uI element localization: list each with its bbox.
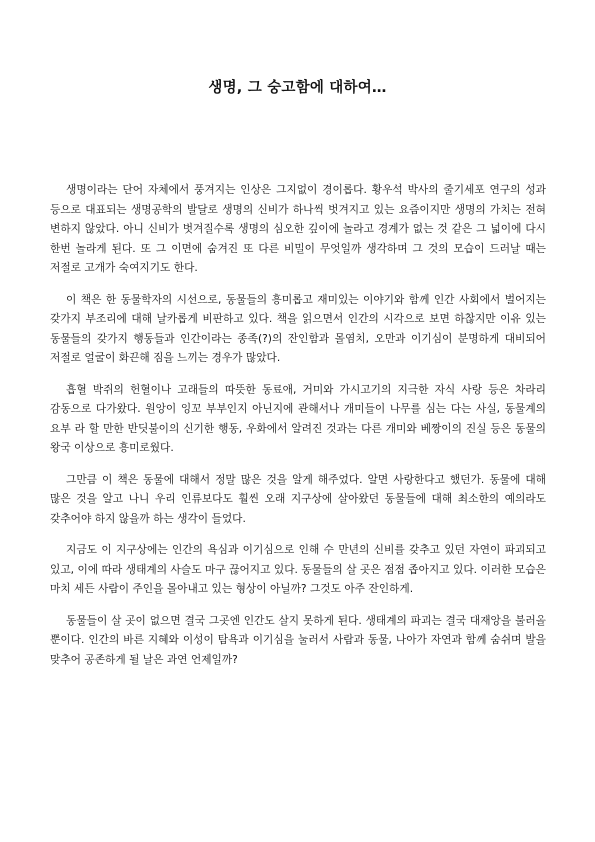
paragraph: 흡혈 박쥐의 헌혈이나 고래들의 따뜻한 동료애, 거미와 가시고기의 지극한 자식 사랑 등은 차라리 감동으로 다가왔다. 원앙이 잉꼬 부부인지 아닌지에 관해서나 개미들이 나무를 심는 다는 사실, 동물계의 요부 라 할 만한 반딧불이의 신기한 행동, 우화에서 알려진 것과는 다른 개미와 베짱이의 진실 등은 동물의 왕국 이상으로 흥미로웠다.: [50, 382, 546, 454]
paragraph: 이 책은 한 동물학자의 시선으로, 동물들의 흥미롭고 재미있는 이야기와 함께 인간 사회에서 벌어지는 갖가지 부조리에 대해 날카롭게 비판하고 있다. 책을 읽으면서 인간의 시각으로 보면 하찮지만 이유 있는 동물들의 갖가지 행동들과 인간이라는 종족(?)의 잔인함과 몰염치, 오만과 이기심이 분명하게 대비되어 저절로 얼굴이 화끈해 짐을 느끼는 경우가 많았다.: [50, 292, 546, 364]
paragraph: 동물들이 살 곳이 없으면 결국 그곳엔 인간도 살지 못하게 된다. 생태계의 파괴는 결국 대재앙을 불러올 뿐이다. 인간의 바른 지혜와 이성이 탐욕과 이기심을 눌러서 사람과 동물, 나아가 자연과 함께 숨쉬며 발을 맞추어 공존하게 될 날은 과연 언제일까?: [50, 613, 546, 666]
document-body: [50, 180, 546, 681]
paragraph: 생명이라는 단어 자체에서 풍겨지는 인상은 그지없이 경이롭다. 황우석 박사의 줄기세포 연구의 성과 등으로 대표되는 생명공학의 발달로 생명의 신비가 하나씩 벗겨지고 있는 요즘이지만 생명의 가치는 전혀 변하지 않았다. 아니 신비가 벗겨질수록 생명의 심오한 깊이에 놀라고 경계가 없는 것 같은 그 넓이에 다시 한번 놀라게 된다. 또 그 이면에 숨겨진 또 다른 비밀이 무엇일까 생각하며 그 것의 모습이 드러날 때는 저절로 고개가 숙여지기도 한다.: [50, 183, 546, 274]
document-title: 생명, 그 숭고함에 대하여…: [208, 80, 387, 96]
paragraph: 지금도 이 지구상에는 인간의 욕심과 이기심으로 인해 수 만년의 신비를 갖추고 있던 자연이 파괴되고 있고, 이에 따라 생태계의 사슬도 마구 끊어지고 있다. 동물들의 살 곳은 점점 좁아지고 있다. 이러한 모습은 마치 세든 사람이 주인을 몰아내고 있는 형상이 아닐까? 그것도 아주 잔인하게.: [50, 543, 546, 595]
paragraph: 그만큼 이 책은 동물에 대해서 정말 많은 것을 알게 해주었다. 알면 사랑한다고 했던가. 동물에 대해 많은 것을 알고 나니 우리 인류보다도 훨씬 오래 지구상에 살아왔던 동물들에 대해 최소한의 예의라도 갖추어야 하지 않을까 하는 생각이 들었다.: [50, 472, 546, 525]
